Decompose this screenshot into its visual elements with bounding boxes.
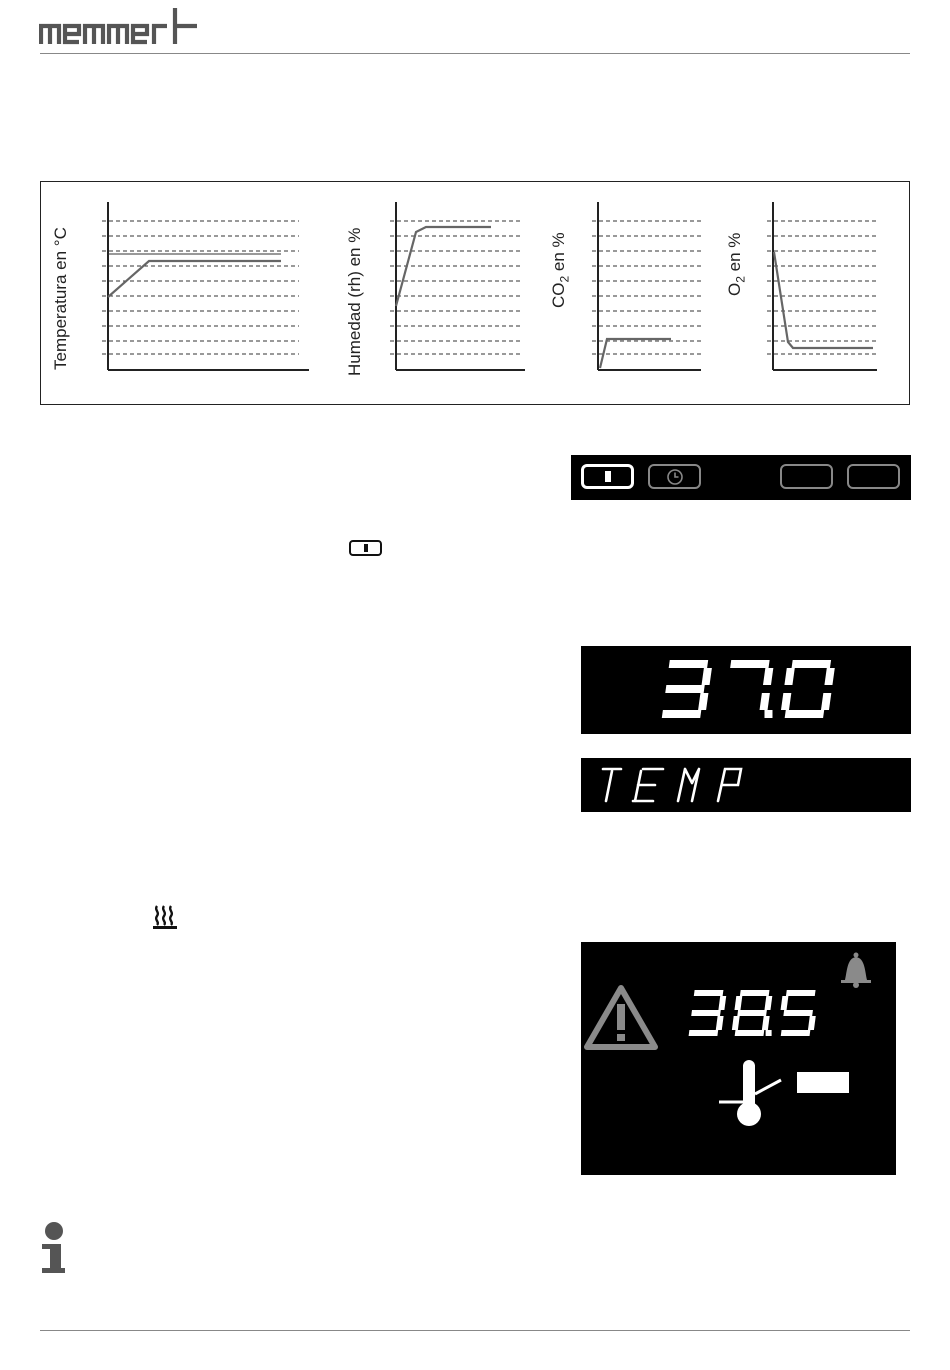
clock-icon xyxy=(650,466,699,487)
segment-a xyxy=(792,660,832,668)
chart-2-curve xyxy=(396,227,491,306)
chart-o2-ylabel: $O_2$ en % xyxy=(725,232,748,296)
power-bar-icon xyxy=(605,471,611,482)
segment-a xyxy=(669,660,709,668)
segment-a xyxy=(694,990,724,996)
chart-2 xyxy=(390,202,525,370)
setpoint-display xyxy=(581,646,911,734)
process-graphs-drawing xyxy=(41,182,911,406)
parameter-label-segments xyxy=(581,758,911,812)
chart-3-curve xyxy=(600,339,671,368)
heating-icon xyxy=(152,904,178,930)
chart-temperature-ylabel: Temperatura en °C xyxy=(51,227,70,370)
segment-b xyxy=(702,668,712,685)
parameter-display xyxy=(581,758,911,812)
control-bar xyxy=(571,455,911,500)
setpoint-value-segments xyxy=(581,646,911,734)
segment-e xyxy=(732,1016,740,1030)
timer-button[interactable] xyxy=(648,464,701,489)
warning-triangle-icon xyxy=(587,988,655,1047)
segment-f xyxy=(784,668,794,685)
segment-b xyxy=(718,996,726,1010)
segment-d xyxy=(662,710,702,718)
segment-g xyxy=(783,1010,813,1016)
blank-button-2[interactable] xyxy=(847,464,900,489)
over-temperature-icon xyxy=(719,1060,781,1126)
chart-4 xyxy=(767,202,877,370)
segment-b xyxy=(763,668,773,685)
segment-d xyxy=(735,1030,765,1036)
segment-d xyxy=(785,710,825,718)
segment-f xyxy=(734,996,742,1010)
segment-c xyxy=(760,693,770,710)
memmert-logo xyxy=(39,4,201,50)
on-off-button[interactable] xyxy=(581,464,634,489)
segment-c xyxy=(698,693,708,710)
segment-g xyxy=(737,1010,767,1016)
segment-g xyxy=(665,685,705,693)
segment-g xyxy=(691,1010,721,1016)
decimal-point xyxy=(764,710,772,718)
segment-c xyxy=(808,1016,816,1030)
segment-c xyxy=(821,693,831,710)
segment-a xyxy=(730,660,770,668)
segment-a xyxy=(786,990,816,996)
segment-f xyxy=(781,996,789,1010)
alarm-bell-icon xyxy=(841,953,871,989)
on-off-key-icon xyxy=(349,540,382,556)
decimal-point xyxy=(766,1030,772,1036)
segment-a xyxy=(740,990,770,996)
segment-e xyxy=(781,693,791,710)
alarm-display xyxy=(581,942,896,1175)
alarm-display-drawing xyxy=(581,942,896,1175)
segment-d xyxy=(689,1030,719,1036)
process-graphs xyxy=(40,181,910,405)
chart-co2-ylabel: $CO_2$ en % xyxy=(549,232,572,308)
segment-c xyxy=(716,1016,724,1030)
footer-divider xyxy=(40,1330,910,1331)
segment-d xyxy=(781,1030,811,1036)
blank-button-1[interactable] xyxy=(780,464,833,489)
chart-1 xyxy=(102,202,309,370)
header-divider xyxy=(40,53,910,54)
chart-3 xyxy=(592,202,701,370)
segment-b xyxy=(764,996,772,1010)
info-icon xyxy=(40,1222,70,1274)
segment-b xyxy=(824,668,834,685)
status-bar-icon xyxy=(797,1072,849,1093)
segment-c xyxy=(762,1016,770,1030)
chart-humidity-ylabel: Humedad (rh) en % xyxy=(345,227,364,376)
